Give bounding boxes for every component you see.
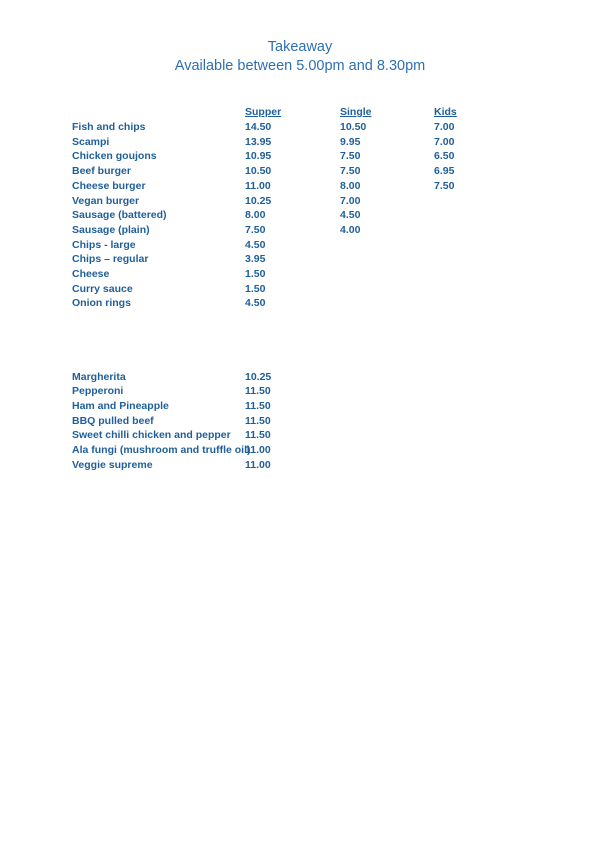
- column-header-kids: Kids: [434, 106, 457, 118]
- single-price: 7.50: [340, 150, 361, 163]
- item-name: Cheese burger: [72, 179, 146, 192]
- pizza-price: 11.00: [245, 458, 271, 471]
- pizza-price: 11.50: [245, 414, 271, 427]
- menu-row: [0, 164, 600, 179]
- pizza-price: 11.50: [245, 399, 271, 412]
- pizza-name: Ham and Pineapple: [72, 399, 169, 412]
- item-name: Curry sauce: [72, 282, 133, 295]
- item-name: Beef burger: [72, 165, 131, 178]
- pizza-price: 10.25: [245, 370, 272, 383]
- kids-price: 7.00: [434, 121, 455, 133]
- single-price: 7.50: [340, 165, 361, 178]
- item-name: Chips - large: [72, 238, 136, 251]
- pizza-row: [0, 443, 600, 458]
- single-price: 9.95: [340, 135, 361, 148]
- menu-row: [0, 208, 600, 223]
- column-header-single: Single: [340, 106, 372, 118]
- single-price: 10.50: [340, 121, 367, 133]
- supper-price: 10.50: [245, 165, 272, 178]
- item-name: Sausage (battered): [72, 209, 167, 222]
- supper-price: 10.95: [245, 150, 272, 163]
- supper-price: 3.95: [245, 253, 266, 266]
- item-name: Chicken goujons: [72, 150, 157, 163]
- menu-row: [0, 135, 600, 150]
- supper-price: 11.00: [245, 179, 271, 192]
- menu-row: [0, 267, 600, 282]
- supper-price: 10.25: [245, 194, 272, 207]
- kids-price: 6.50: [434, 150, 455, 163]
- menu-row: [0, 149, 600, 164]
- pizza-row: [0, 399, 600, 414]
- supper-price: 7.50: [245, 223, 266, 236]
- pizza-row: [0, 384, 600, 399]
- pizza-price: 11.50: [245, 385, 271, 398]
- menu-row: [0, 252, 600, 267]
- supper-price: 4.50: [245, 238, 266, 251]
- menu-row: [0, 238, 600, 253]
- column-header-supper: Supper: [245, 106, 282, 118]
- pizza-name: Ala fungi (mushroom and truffle oil): [72, 444, 251, 456]
- item-name: Vegan burger: [72, 194, 140, 207]
- single-price: 8.00: [340, 179, 361, 192]
- menu-row: [0, 194, 600, 209]
- supper-price: 1.50: [245, 268, 266, 280]
- pizza-row: [0, 414, 600, 429]
- pizza-price: 11.50: [245, 429, 271, 442]
- item-name: Sausage (plain): [72, 223, 150, 236]
- menu-row: [0, 179, 600, 194]
- item-name: Fish and chips: [72, 121, 146, 133]
- pizza-row: [0, 458, 600, 473]
- menu-row: [0, 282, 600, 297]
- single-price: 7.00: [340, 194, 361, 207]
- item-name: Scampi: [72, 135, 110, 148]
- pizza-name: Pepperoni: [72, 385, 124, 398]
- pizza-price: 11.00: [245, 444, 271, 456]
- supper-price: 1.50: [245, 282, 266, 295]
- pizza-row: [0, 428, 600, 443]
- column-header-row: [0, 105, 600, 120]
- supper-price: 8.00: [245, 209, 266, 222]
- pizza-name: Sweet chilli chicken and pepper: [72, 429, 231, 442]
- menu-row: [0, 223, 600, 238]
- pizza-name: BBQ pulled beef: [72, 414, 154, 427]
- item-name: Onion rings: [72, 297, 131, 310]
- supper-price: 4.50: [245, 297, 266, 310]
- pizza-name: Margherita: [72, 370, 126, 383]
- single-price: 4.50: [340, 209, 361, 222]
- availability-subtitle: Available between 5.00pm and 8.30pm: [174, 58, 426, 74]
- single-price: 4.00: [340, 223, 361, 236]
- pizza-name: Veggie supreme: [72, 458, 153, 471]
- menu-row: [0, 120, 600, 135]
- menu-row: [0, 296, 600, 311]
- kids-price: 6.95: [434, 165, 455, 178]
- kids-price: 7.50: [434, 179, 455, 192]
- pizza-row: [0, 370, 600, 385]
- kids-price: 7.00: [434, 135, 455, 148]
- supper-price: 14.50: [245, 121, 272, 133]
- supper-price: 13.95: [245, 135, 272, 148]
- item-name: Chips – regular: [72, 253, 149, 266]
- page-title: Takeaway: [267, 39, 333, 55]
- item-name: Cheese: [72, 268, 110, 280]
